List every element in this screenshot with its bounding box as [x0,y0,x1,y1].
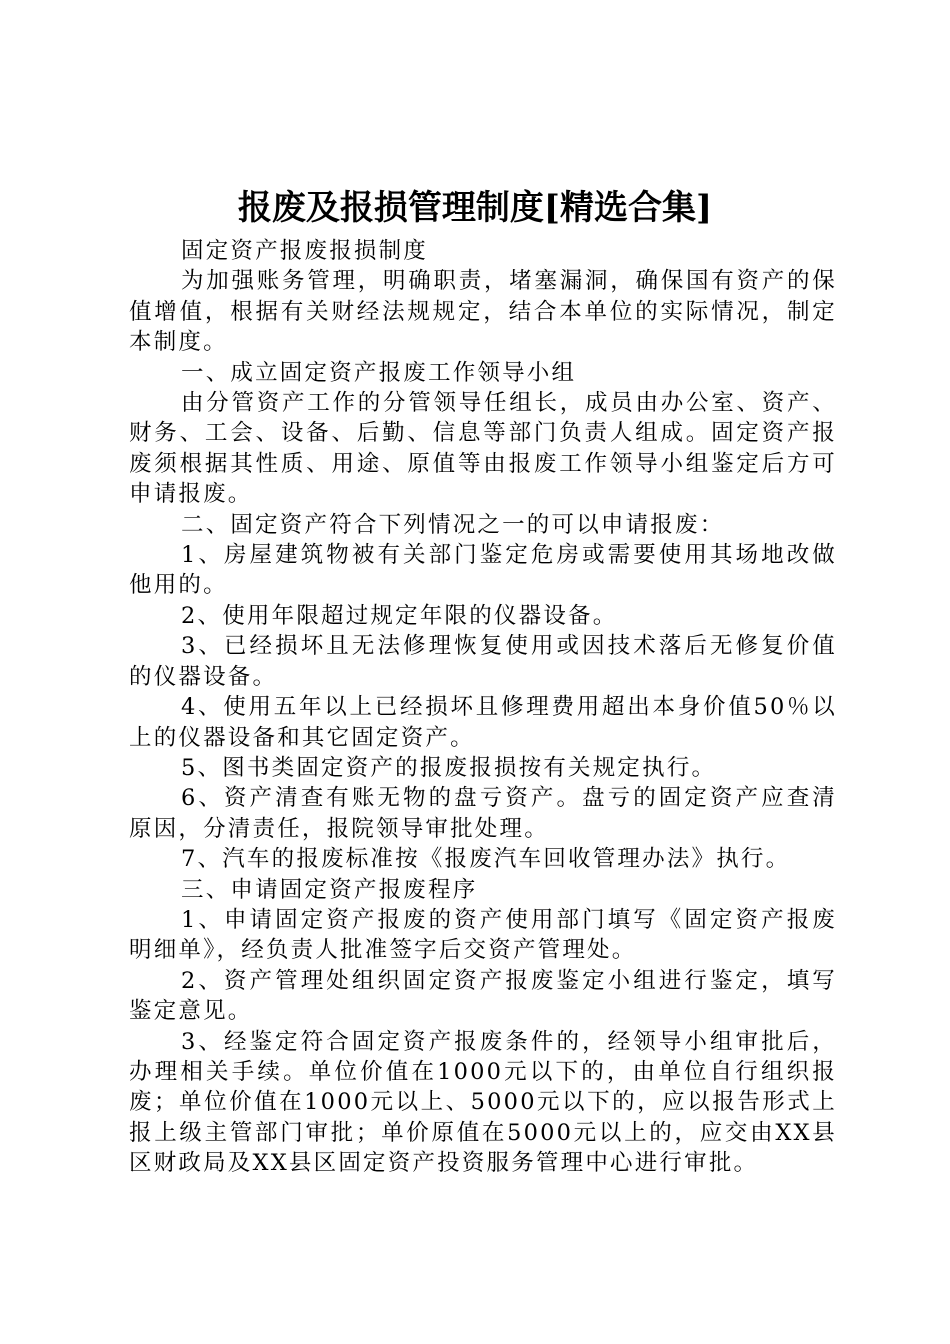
paragraph-section-1: 由分管资产工作的分管领导任组长，成员由办公室、资产、财务、工会、设备、后勤、信息等部门负责人组成。固定资产报废须根据其性质、用途、原值等由报废工作领导小组鉴定后方可申请报废。 [129,390,837,508]
list-item: 3、经鉴定符合固定资产报废条件的，经领导小组审批后，办理相关手续。单位价值在1000元以下的，由单位自行组织报废；单位价值在1000元以上、5000元以下的，应以报告形式上报上级主管部门审批；单价原值在5000元以上的，应交由XX县区财政局及XX县区固定资产投资服务管理中心进行审批。 [129,1028,837,1177]
section-heading-2: 二、固定资产符合下列情况之一的可以申请报废： [181,511,725,538]
section-heading-1: 一、成立固定资产报废工作领导小组 [181,359,577,386]
list-item: 5、图书类固定资产的报废报损按有关规定执行。 [181,754,717,781]
section-heading-3: 三、申请固定资产报废程序 [181,876,478,903]
paragraph-subtitle: 固定资产报废报损制度 [181,238,429,264]
list-item: 6、资产清查有账无物的盘亏资产。盘亏的固定资产应查清原因，分清责任，报院领导审批处理。 [129,785,837,842]
list-item: 7、汽车的报废标准按《报废汽车回收管理办法》执行。 [181,846,791,873]
paragraph-intro: 为加强账务管理，明确职责，堵塞漏洞，确保国有资产的保值增值，根据有关财经法规规定，结合本单位的实际情况，制定本制度。 [129,268,837,356]
list-item: 2、资产管理处组织固定资产报废鉴定小组进行鉴定，填写鉴定意见。 [129,967,837,1025]
list-item: 3、已经损坏且无法修理恢复使用或因技术落后无修复价值的仪器设备。 [129,633,837,690]
list-item: 1、房屋建筑物被有关部门鉴定危房或需要使用其场地改做他用的。 [129,542,837,599]
list-item: 2、使用年限超过规定年限的仪器设备。 [181,602,618,629]
list-item: 1、申请固定资产报废的资产使用部门填写《固定资产报废明细单》，经负责人批准签字后交资产管理处。 [129,906,837,964]
document-title: 报废及报损管理制度[精选合集] [237,188,713,228]
list-item: 4、使用五年以上已经损坏且修理费用超出本身价值50％以上的仪器设备和其它固定资产。 [129,694,837,751]
document-body [129,236,837,1179]
